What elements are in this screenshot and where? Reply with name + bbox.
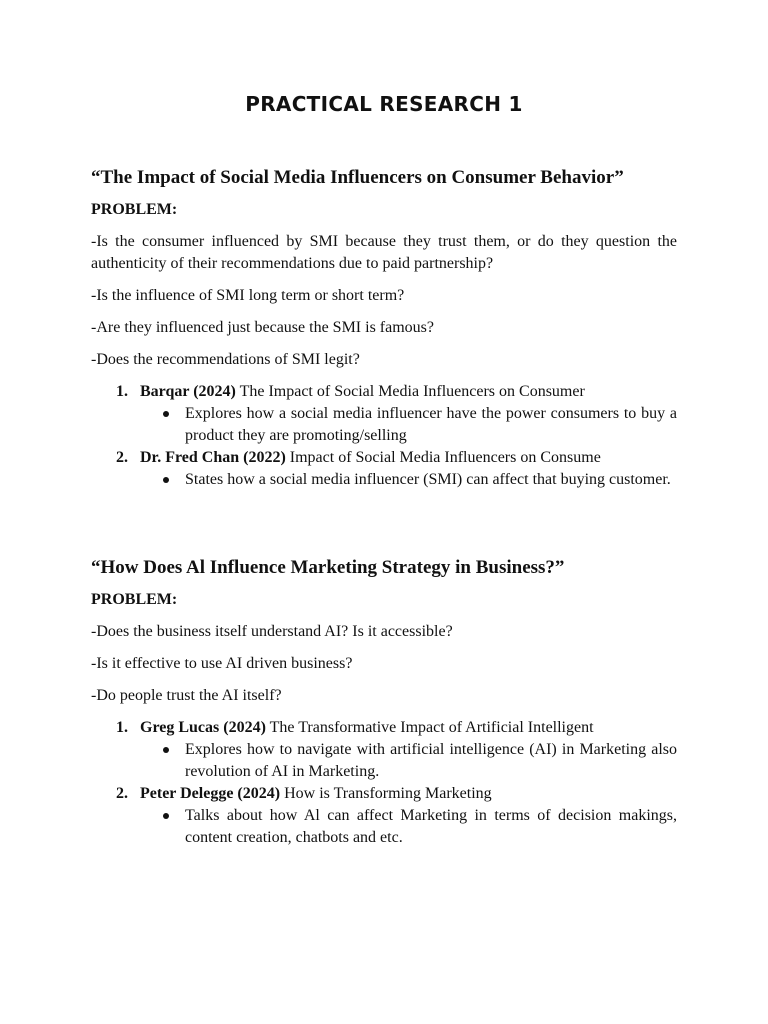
reference-item <box>91 783 677 849</box>
reference-notes <box>140 403 677 447</box>
reference-work-title: The Impact of Social Media Influencers on Consumer <box>235 383 585 400</box>
reference-note-text: Talks about how Al can affect Marketing in terms of decision makings, content creation, chatbots and etc. <box>185 807 677 846</box>
reference-note <box>185 739 677 783</box>
problem-label: PROBLEM: <box>91 591 178 608</box>
reference-note <box>185 403 677 447</box>
reference-notes <box>140 739 677 783</box>
section-social-media-influencers <box>91 165 677 491</box>
bullet-dot-icon <box>163 411 169 417</box>
reference-list <box>91 717 677 849</box>
reference-item <box>91 717 677 783</box>
reference-author: Dr. Fred Chan (2022) <box>140 449 286 466</box>
reference-number: 1. <box>116 383 128 400</box>
reference-author: Greg Lucas (2024) <box>140 719 266 736</box>
section-ai-marketing-strategy <box>91 555 677 849</box>
reference-note <box>185 469 677 491</box>
problem-statement: -Does the recommendations of SMI legit? <box>91 351 360 368</box>
bullet-dot-icon <box>163 747 169 753</box>
reference-work-title: How is Transforming Marketing <box>280 785 492 802</box>
document-title: PRACTICAL RESEARCH 1 <box>245 92 523 116</box>
reference-note <box>185 805 677 849</box>
reference-author: Peter Delegge (2024) <box>140 785 281 802</box>
reference-work-title: Impact of Social Media Influencers on Consume <box>285 449 601 466</box>
reference-work-title: The Transformative Impact of Artificial Intelligent <box>265 719 594 736</box>
reference-note-text: Explores how to navigate with artificial intelligence (AI) in Marketing also revolution of AI in Marketing. <box>185 741 677 780</box>
problem-label: PROBLEM: <box>91 201 178 218</box>
reference-author: Barqar (2024) <box>140 383 236 400</box>
section-title: “How Does Al Influence Marketing Strategy in Business?” <box>91 557 565 578</box>
reference-note-text: Explores how a social media influencer have the power consumers to buy a product they are promoting/selling <box>185 405 677 444</box>
reference-number: 1. <box>116 719 128 736</box>
bullet-dot-icon <box>163 477 169 483</box>
reference-number: 2. <box>116 785 128 802</box>
bullet-dot-icon <box>163 813 169 819</box>
reference-notes <box>140 469 677 491</box>
reference-list <box>91 381 677 491</box>
reference-notes <box>140 805 677 849</box>
problem-statement: -Does the business itself understand AI? Is it accessible? <box>91 623 453 640</box>
problem-statement: -Are they influenced just because the SMI is famous? <box>91 319 435 336</box>
problem-statement: -Is the consumer influenced by SMI because they trust them, or do they question the authenticity of their recommendations due to paid partnership? <box>91 233 677 272</box>
reference-item <box>91 381 677 447</box>
problem-statement: -Is it effective to use AI driven business? <box>91 655 353 672</box>
problem-statement: -Is the influence of SMI long term or short term? <box>91 287 405 304</box>
reference-number: 2. <box>116 449 128 466</box>
problem-statement: -Do people trust the AI itself? <box>91 687 282 704</box>
reference-item <box>91 447 677 491</box>
section-title: “The Impact of Social Media Influencers on Consumer Behavior” <box>91 167 624 188</box>
reference-note-text: States how a social media influencer (SMI) can affect that buying customer. <box>185 471 671 488</box>
